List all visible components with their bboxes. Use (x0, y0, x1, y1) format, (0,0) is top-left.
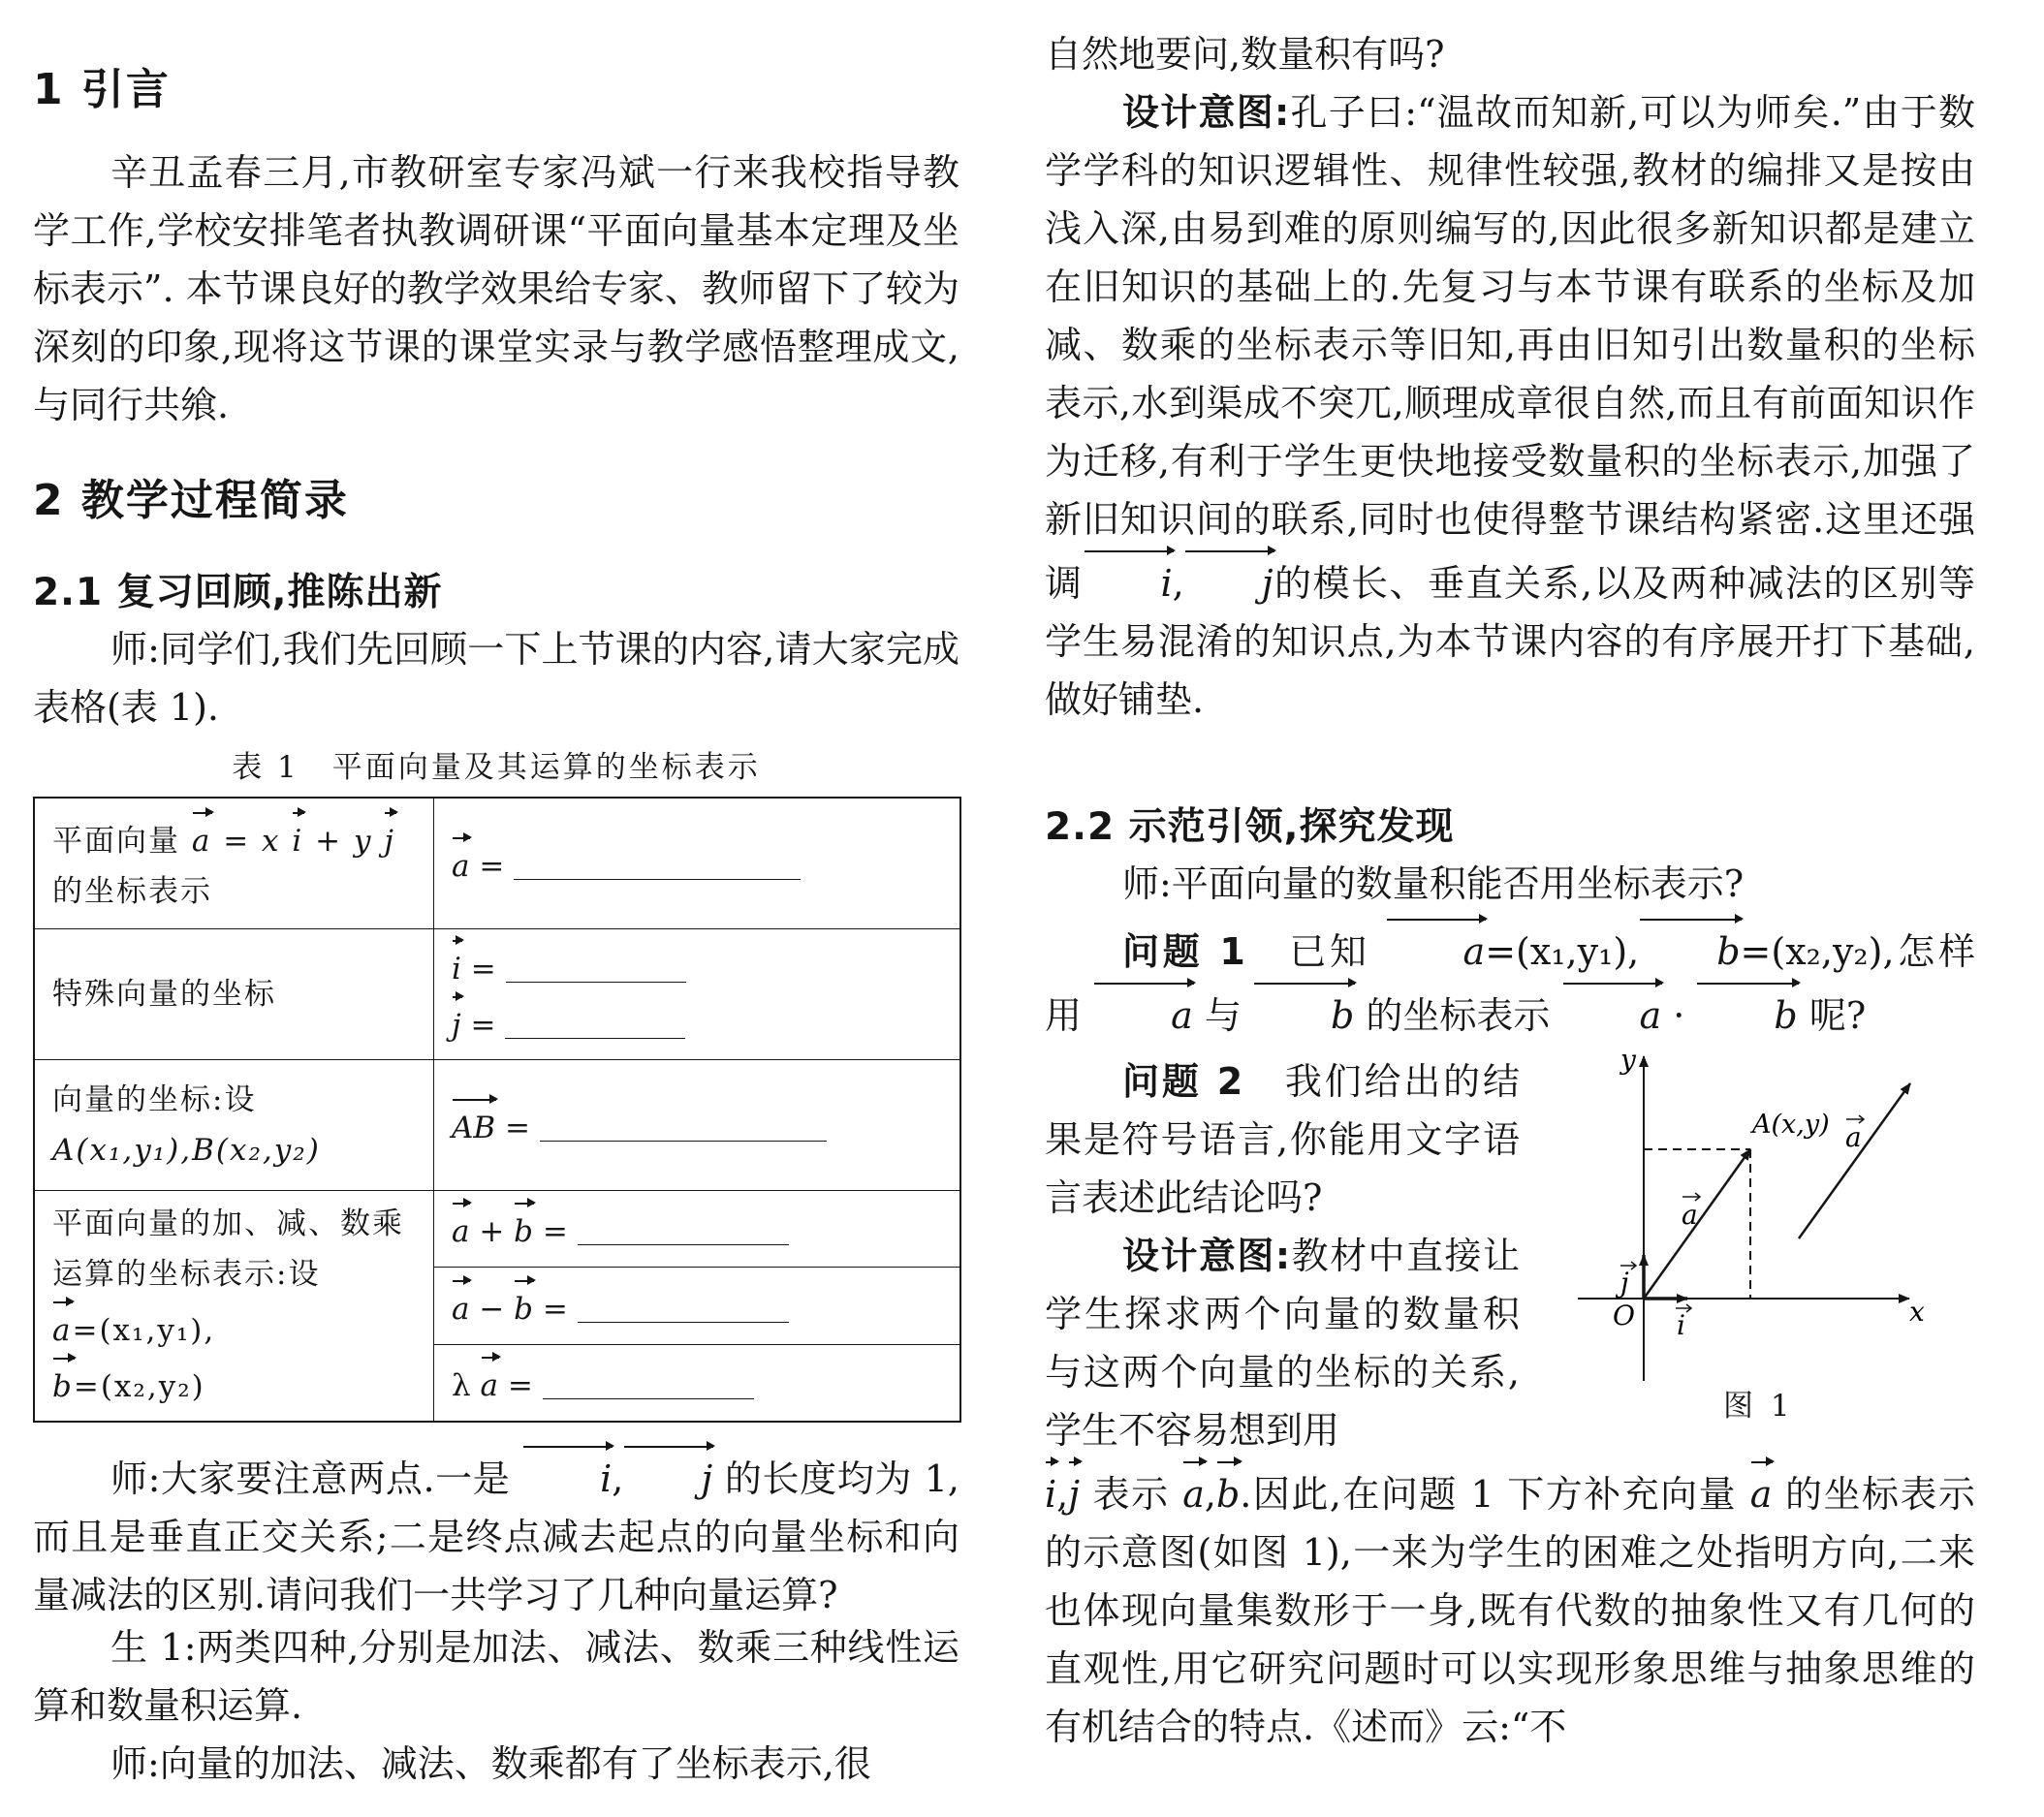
fill-blank[interactable] (578, 1221, 789, 1245)
problem-2-paragraph (1045, 1052, 1520, 1227)
table-cell-answer: λ a = (434, 1344, 961, 1422)
vector-b-symbol: b (52, 1356, 74, 1412)
fill-blank[interactable] (505, 1015, 685, 1039)
fill-blank[interactable] (540, 1117, 827, 1142)
label-vector-a-near: a (1682, 1199, 1698, 1231)
text-run: 教材中直接让学生探求两个向量的数量积与这两个向量的坐标的关系,学生不容易想到用 (1045, 1235, 1520, 1452)
intro-text: 辛丑孟春三月,市教研室专家冯斌一行来我校指导教学工作,学校安排笔者执教调研课“平面向量基本定理及坐标表示”. 本节课良好的教学效果给专家、教师留下了较为深刻的印象,现将这节课的课堂实录与教学感悟整理成文,与同行共飨. (33, 151, 959, 426)
table-row (34, 1190, 960, 1268)
text-run: 呢? (1808, 994, 1867, 1037)
fill-blank[interactable] (514, 856, 801, 880)
text-run: =(x₂,y₂),怎样用 (1045, 930, 1975, 1037)
problem-2-text (1045, 1052, 1520, 1227)
vector-a-symbol: a (1093, 981, 1193, 1045)
design-intent-text-2-cont: i,j 表示 a,b.因此,在问题 1 下方补充向量 a 的坐标表示的示意图(如图 1),一来为学生的困难之处指明方向,二来也体现向量集数形于一身,既有代数的抽象性又有几何的直观性,用它研究问题时可以实现形象思维与抽象思维的有机结合的特点.《述而》云:“不 (1045, 1459, 1975, 1756)
vector-a-symbol: a (481, 1355, 498, 1411)
design-intent-paragraph-1 (1045, 83, 1975, 729)
text-run: 师:大家要注意两点.一是 (110, 1457, 511, 1500)
cell-text: 平面向量的加、减、数乘运算的坐标表示:设 (52, 1206, 404, 1293)
vector-b-symbol: b (514, 1201, 533, 1257)
vector-a-symbol: a (1386, 917, 1486, 981)
teacher-question-dot-product-text: 师:平面向量的数量积能否用坐标表示? (1122, 862, 1745, 905)
table-cell-answer: AB = (434, 1059, 961, 1190)
vector-j-symbol: j (384, 810, 395, 866)
coordinate-table (33, 797, 961, 1423)
text-run: 的坐标表示的示意图(如图 1),一来为学生的困难之处指明方向,二来也体现向量集数形于一身,既有代数的抽象性又有几何的直观性,用它研究问题时可以实现形象思维与抽象思维的有机结合的特点.《述而》云:“不 (1045, 1473, 1975, 1748)
intro-paragraph (33, 143, 959, 434)
table-cell-special-vectors: 特殊向量的坐标 (34, 928, 434, 1059)
vector-i-symbol: i (292, 810, 303, 866)
label-x-axis: x (1909, 1296, 1925, 1328)
cell-text: A(x₁,y₁),B(x₂,y₂) (52, 1132, 321, 1168)
figure-1-caption: 图 1 (1723, 1389, 1794, 1424)
fill-blank[interactable] (506, 958, 686, 983)
problem-1-label: 问题 1 (1122, 930, 1245, 973)
vector-AB-symbol: AB (452, 1097, 495, 1153)
teacher-question-paragraph (33, 1735, 959, 1793)
figure-1-diagram (1558, 1051, 1977, 1434)
vector-b-symbol: b (514, 1278, 533, 1334)
vector-j-symbol: j (452, 994, 461, 1050)
text-run: 我们给出的结果是符号语言,你能用文字语言表述此结论吗? (1045, 1060, 1520, 1219)
text-run: 的模长、垂直关系,以及两种减法的区别等学生易混淆的知识点,为本节课内容的有序展开打下基础,做好铺垫. (1045, 562, 1975, 721)
teacher-question-text: 师:向量的加法、减法、数乘都有了坐标表示,很 (110, 1742, 871, 1785)
design-intent-paragraph-2-cont (1045, 1459, 1975, 1756)
design-intent-text-2 (1045, 1227, 1520, 1459)
text-run: 孔子曰:“温故而知新,可以为师矣.”由于数学学科的知识逻辑性、规律性较强,教材的编排又是按由浅入深,由易到难的原则编写的,因此很多新知识都是建立在旧知识的基础上的.先复习与本节课有联系的坐标及加减、数乘的坐标表示等旧知,再由旧知引出数量积的坐标表示,水到渠成不突兀,顺理成章很自然,而且有前面知识作为迁移,有利于学生更快地接受数量积的坐标表示,加强了新旧知识间的联系,同时也使得整节课结构紧密.这里还强调 (1045, 91, 1975, 605)
label-vector-a-far: a (1845, 1121, 1862, 1153)
vector-a-symbol: a (52, 1300, 72, 1356)
table-cell-answer: i = j = (434, 928, 961, 1059)
vector-a-symbol: a (452, 1201, 469, 1257)
teacher-note-text: 师:大家要注意两点.一是 i, j 的长度均为 1,而且是垂直正交关系;二是终点减去起点的向量坐标和向量减法的区别.请问我们一共学习了几种向量运算? (33, 1444, 959, 1624)
label-point-A: A(x,y) (1752, 1110, 1830, 1140)
table-cell-operations (34, 1190, 434, 1422)
vector-a-symbol: a (1182, 1459, 1205, 1523)
teacher-question-dot-product (1045, 855, 1975, 913)
design-intent-text-1: 设计意图:孔子曰:“温故而知新,可以为师矣.”由于数学学科的知识逻辑性、规律性较强,教材的编排又是按由浅入深,由易到难的原则编写的,因此很多新知识都是建立在旧知识的基础上的.先复习与本节课有联系的坐标及加减、数乘的坐标表示等旧知,再由旧知引出数量积的坐标表示,水到渠成不突兀,顺理成章很自然,而且有前面知识作为迁移,有利于学生更快地接受数量积的坐标表示,加强了新旧知识间的联系,同时也使得整节课结构紧密.这里还强调 i, j的模长、垂直关系,以及两种减法的区别等学生易混淆的知识点,为本节课内容的有序展开打下基础,做好铺垫. (1045, 91, 1975, 721)
design-intent-paragraph-2-start (1045, 1227, 1520, 1459)
table-cell-vector-coordinate: 平面向量 a = x i + y j 的坐标表示 (34, 798, 434, 928)
subsection-heading-review: 2.1 复习回顾,推陈出新 (33, 571, 443, 614)
problem-1-paragraph (1045, 917, 1975, 1045)
cell-text: 向量的坐标:设 (52, 1081, 257, 1117)
text-run: 的长度均为 1,而且是垂直正交关系;二是终点减去起点的向量坐标和向量减法的区别.请问我们一共学习了几种向量运算? (33, 1457, 959, 1616)
label-origin: O (1613, 1300, 1635, 1331)
vector-a-symbol: a (192, 810, 211, 866)
teacher-opening-paragraph (33, 620, 959, 736)
problem-1-text: 问题 1 已知 a=(x₁,y₁), b=(x₂,y₂),怎样用 a 与 b 的坐标表示 a · b 呢? (1045, 917, 1975, 1045)
table-cell-answer: a + b = (434, 1190, 961, 1268)
section-heading-process: 2 教学过程简录 (33, 476, 349, 525)
fill-blank[interactable] (543, 1375, 754, 1399)
text-run: .因此,在问题 1 下方补充向量 (1240, 1473, 1738, 1516)
vector-a-symbol: a (1750, 1459, 1773, 1523)
vector-b-symbol: b (1696, 981, 1797, 1045)
vector-b-symbol: b (1216, 1459, 1240, 1523)
free-vector-a (1799, 1083, 1910, 1238)
teacher-note-paragraph (33, 1444, 959, 1624)
section-heading-introduction: 1 引言 (33, 65, 171, 114)
teacher-opening-text: 师:同学们,我们先回顾一下上节课的内容,请大家完成表格(表 1). (33, 628, 959, 729)
label-y-axis: y (1620, 1051, 1636, 1076)
table-cell-answer: a − b = (434, 1268, 961, 1345)
vector-b-symbol: b (1253, 981, 1354, 1045)
table-row (34, 1059, 960, 1190)
vector-a-symbol: a (1562, 981, 1662, 1045)
problem-2-label: 问题 2 (1122, 1060, 1243, 1103)
continuation-paragraph (1045, 25, 1975, 83)
vector-a-symbol: a (452, 835, 469, 892)
table-cell-vector-from-points (34, 1059, 434, 1190)
vector-j-symbol: j (623, 1444, 712, 1508)
table-row (34, 798, 960, 928)
subsection-heading-exploration: 2.2 示范引领,探究发现 (1045, 805, 1455, 849)
vector-a-symbol: a (452, 1278, 469, 1334)
student-answer-text: 生 1:两类四种,分别是加法、减法、数乘三种线性运算和数量积运算. (33, 1626, 959, 1727)
vector-i-symbol: i (1084, 548, 1173, 612)
text-run: =(x₁,y₁), (1485, 930, 1640, 973)
cell-text: =(x₁,y₁), (72, 1313, 216, 1349)
vector-i-symbol: i (1045, 1459, 1056, 1523)
cell-text: 平面向量 (52, 823, 180, 859)
cell-text: 的坐标表示 (52, 873, 212, 909)
vector-i-symbol: i (522, 1444, 612, 1508)
text-run: 表示 (1092, 1473, 1170, 1516)
vector-b-symbol: b (1639, 917, 1740, 981)
label-unit-i: i (1677, 1309, 1685, 1341)
text-run: 与 (1204, 994, 1242, 1037)
cell-text: =(x₂,y₂) (73, 1369, 205, 1405)
text-run: 已知 (1289, 930, 1370, 973)
label-unit-j: j (1620, 1267, 1629, 1299)
vector-j-symbol: j (1184, 548, 1274, 612)
vector-j-symbol: j (1068, 1459, 1080, 1523)
design-intent-label: 设计意图: (1122, 1235, 1291, 1277)
vector-i-symbol: i (452, 938, 461, 994)
table-cell-answer: a = (434, 798, 961, 928)
design-intent-label: 设计意图: (1122, 91, 1290, 134)
continuation-text: 自然地要问,数量积有吗? (1045, 33, 1445, 76)
fill-blank[interactable] (578, 1299, 789, 1323)
table-row (34, 928, 960, 1059)
student-answer-paragraph (33, 1618, 959, 1735)
table-caption: 表 1 平面向量及其运算的坐标表示 (232, 750, 761, 785)
text-run: 的坐标表示 (1366, 994, 1551, 1037)
